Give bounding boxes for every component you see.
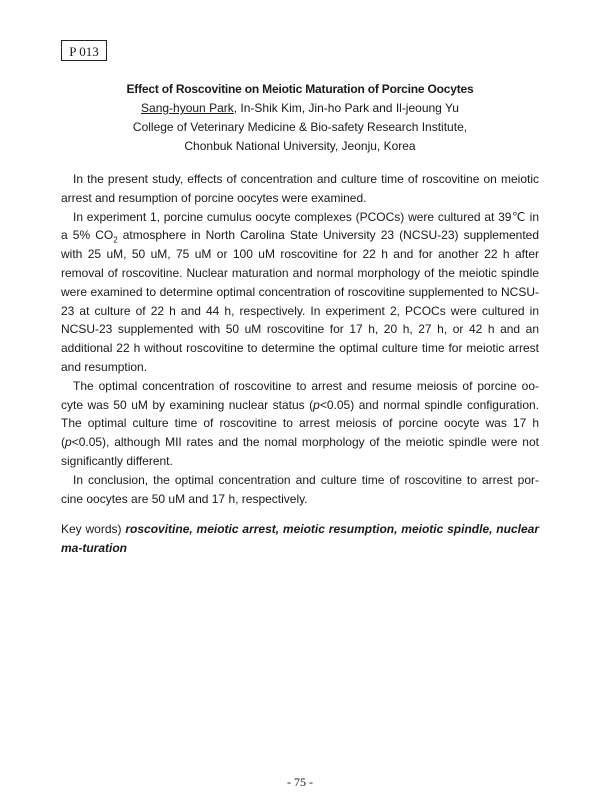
abstract-body — [61, 170, 539, 508]
abstract-code-box: P 013 — [61, 40, 107, 61]
keywords-list: roscovitine, meiotic arrest, meiotic resumption, meiotic spindle, nuclear ma-turation — [61, 522, 539, 555]
results-text-a: The optimal concentration of roscovitine to arrest and resume meiosis of porcine oo-cyte was 50 uM by examining nuclear status ( — [61, 378, 539, 412]
affiliation-line-1: College of Veterinary Medicine & Bio-safety Research Institute, — [132, 120, 468, 134]
abstract-header — [0, 80, 600, 156]
page-number: - 75 - — [287, 775, 313, 789]
author-line — [0, 99, 600, 118]
p-value-symbol-2: p — [65, 435, 72, 450]
co2-subscript: 2 — [113, 235, 118, 245]
keywords-label: Key words) — [61, 522, 126, 536]
paragraph-conclusion: In conclusion, the optimal concentration and culture time of roscovitine to arrest por-cine oocytes are 50 uM and 17 h, respectively. — [61, 472, 539, 506]
methods-text-b: atmosphere in North Carolina State University 23 (NCSU-23) supplemented with 25 uM, 50 uM, 75 uM or 100 uM roscovitine for 22 h and for another 22 h after removal of roscovitine. Nuclear maturation and normal morphology of the meiotic spindle were examined to determine optimal concentration of roscovitine supplemented to NCSU-23 at culture of 22 h and 44 h, respectively. In experiment 2, PCOCs were cultured in NCSU-23 supplemented with 50 uM roscovitine for 17 h, 20 h, 27 h, or 42 h and an additional 22 h without roscovitine to determine the optimal culture time for meiotic arrest and resumption. — [61, 228, 539, 374]
keywords-line — [61, 520, 539, 558]
affiliation-line-2: Chonbuk National University, Jeonju, Korea — [184, 139, 416, 153]
results-text-b: <0.05) and normal spindle configuration. The optimal culture time of roscovitine to arrest meiosis of porcine oocyte was 17 h ( — [61, 397, 539, 450]
abstract-title: Effect of Roscovitine on Meiotic Maturation of Porcine Oocytes — [126, 82, 474, 96]
methods-text-a: In experiment 1, porcine cumulus oocyte complexes (PCOCs) were cultured at 39℃ in a 5% CO — [61, 209, 539, 243]
paragraph-results — [61, 377, 539, 471]
coauthors: , In-Shik Kim, Jin-ho Park and Il-jeoung Yu — [233, 101, 459, 115]
presenting-author: Sang-hyoun Park — [141, 101, 234, 115]
paragraph-methods — [61, 208, 539, 377]
paragraph-intro: In the present study, effects of concentration and culture time of roscovitine on meiotic arrest and resumption of porcine oocytes were examined. — [61, 172, 539, 205]
p-value-symbol-1: p — [313, 397, 320, 412]
results-text-c: <0.05), although MII rates and the nomal morphology of the meiotic spindle were not significantly different. — [61, 435, 539, 468]
